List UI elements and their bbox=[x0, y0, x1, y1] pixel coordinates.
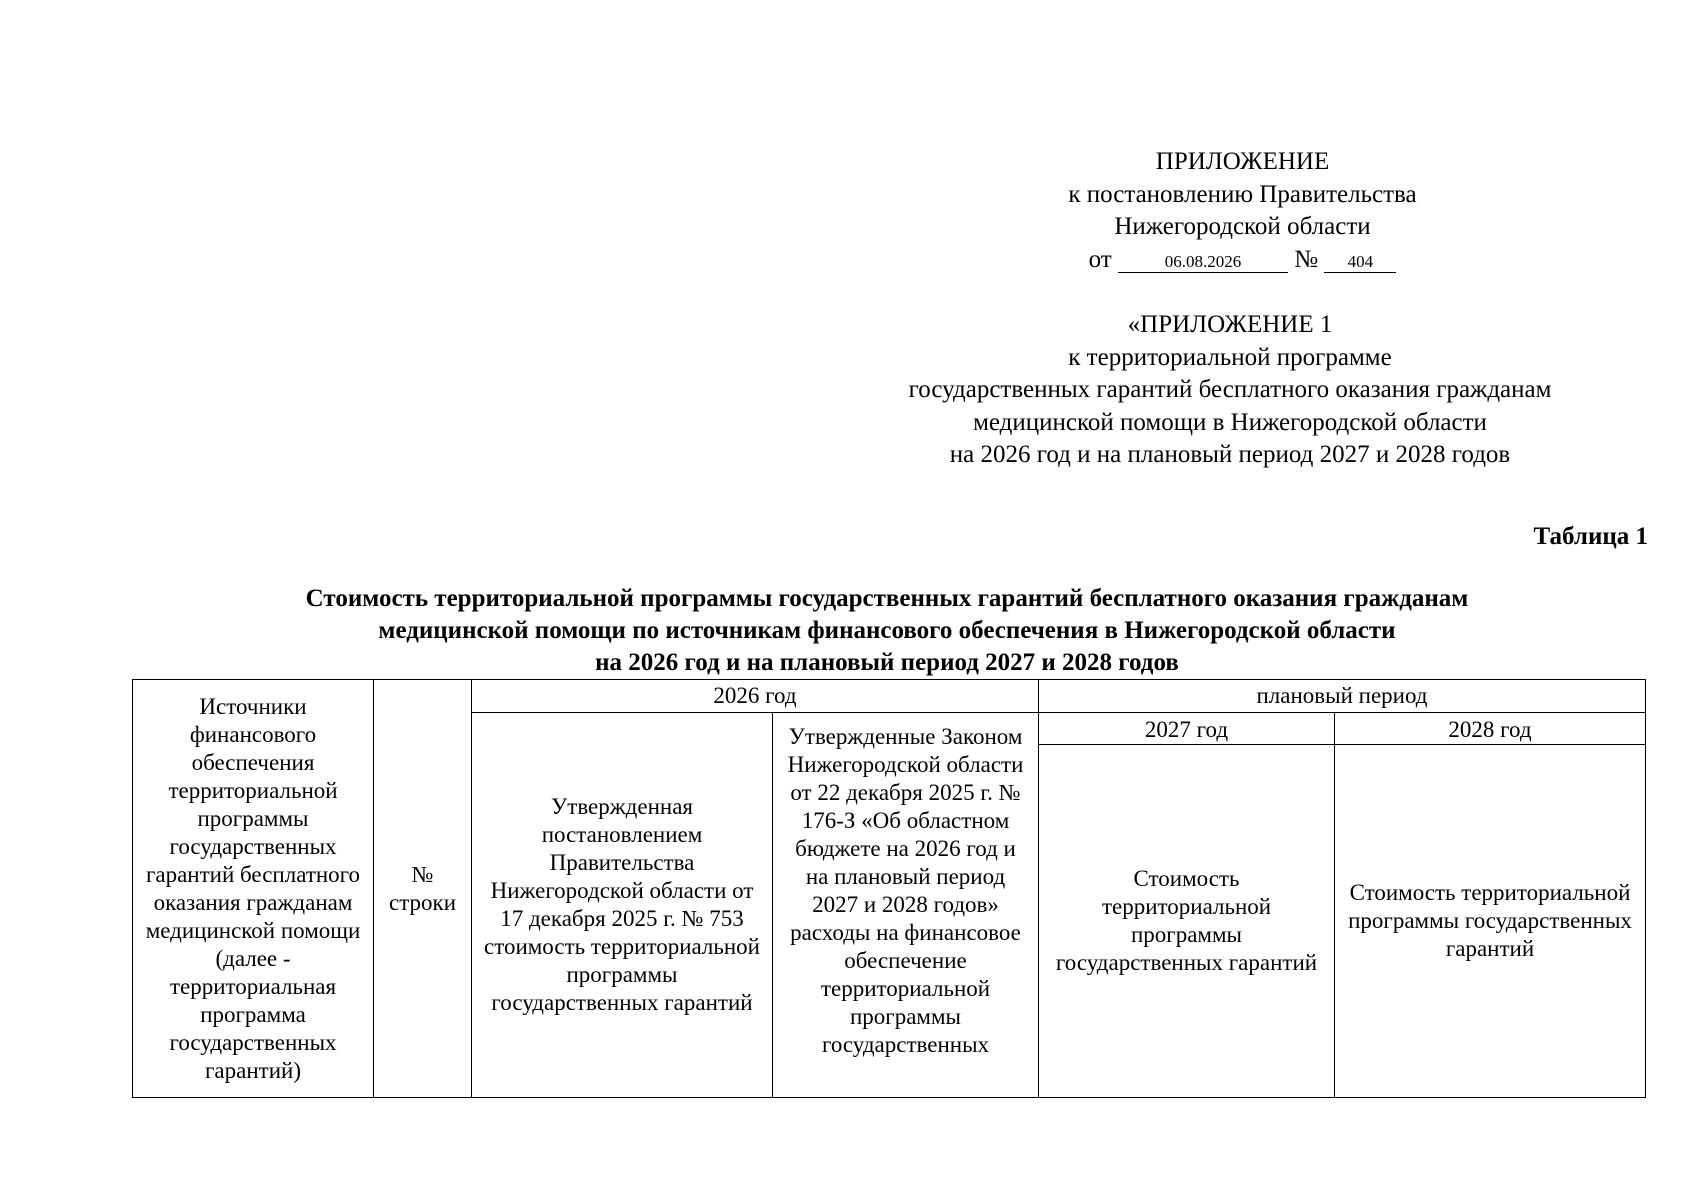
header-2026-group: 2026 год bbox=[472, 680, 1039, 713]
header-2027-cost: Стоимость территориальной программы государственных гарантий bbox=[1039, 745, 1335, 1098]
number-sign: № bbox=[1294, 245, 1319, 273]
document-title-line-1: Стоимость территориальной программы государственных гарантий бесплатного оказания гражданам bbox=[305, 585, 1469, 612]
cost-table bbox=[132, 679, 1646, 1098]
appendix-date-line bbox=[1000, 244, 1485, 277]
date-prefix: от bbox=[1088, 245, 1112, 273]
header-2026-law-expenses bbox=[773, 713, 1039, 1098]
header-planned-period: плановый период bbox=[1039, 680, 1646, 713]
appendix-1-line-3: медицинской помощи в Нижегородской области bbox=[973, 408, 1487, 436]
appendix-title: ПРИЛОЖЕНИЕ bbox=[1155, 148, 1330, 175]
document-title-line-3: на 2026 год и на плановый период 2027 и 2028 годов bbox=[595, 649, 1179, 676]
table-label: Таблица 1 bbox=[1533, 523, 1648, 550]
header-year-2028: 2028 год bbox=[1335, 713, 1646, 745]
header-2028-cost: Стоимость территориальной программы государственных гарантий bbox=[1335, 745, 1646, 1098]
header-row-1 bbox=[133, 680, 1646, 713]
appendix-1-line-2: государственных гарантий бесплатного оказания гражданам bbox=[908, 376, 1552, 403]
decree-date: 06.08.2026 bbox=[1118, 252, 1288, 273]
header-2026-approved-cost: Утвержденная постановлением Правительства Нижегородской области от 17 декабря 2025 г. № 753 стоимость территориальной программы государственных гарантий bbox=[472, 713, 773, 1098]
appendix-line-1: к постановлению Правительства bbox=[1068, 180, 1417, 208]
appendix-1-title: «ПРИЛОЖЕНИЕ 1 bbox=[1127, 311, 1333, 338]
appendix-1-line-4: на 2026 год и на плановый период 2027 и 2028 годов bbox=[949, 441, 1511, 468]
header-2026-law-text: Утвержденные Законом Нижегородской области от 22 декабря 2025 г. № 176-З «Об областном бюджете на 2026 год и на плановый период 2027 и 2028 годов» расходы на финансовое обеспечение территориальной программы государственных bbox=[787, 724, 1024, 1057]
appendix-header bbox=[1000, 146, 1485, 276]
decree-number: 404 bbox=[1324, 252, 1396, 273]
header-row-number: № строки bbox=[374, 680, 472, 1098]
document-title-line-2: медицинской помощи по источникам финансового обеспечения в Нижегородской области bbox=[378, 617, 1396, 644]
header-year-2027: 2027 год bbox=[1039, 713, 1335, 745]
appendix-line-2: Нижегородской области bbox=[1114, 213, 1371, 240]
header-source: Источники финансового обеспечения территориальной программы государственных гарантий бесплатного оказания гражданам медицинской помощи (далее - территориальная программа государственных гарантий) bbox=[133, 680, 374, 1098]
appendix-1-header bbox=[830, 309, 1630, 472]
appendix-1-line-1: к территориальной программе bbox=[1068, 343, 1392, 371]
document-title bbox=[132, 583, 1642, 679]
